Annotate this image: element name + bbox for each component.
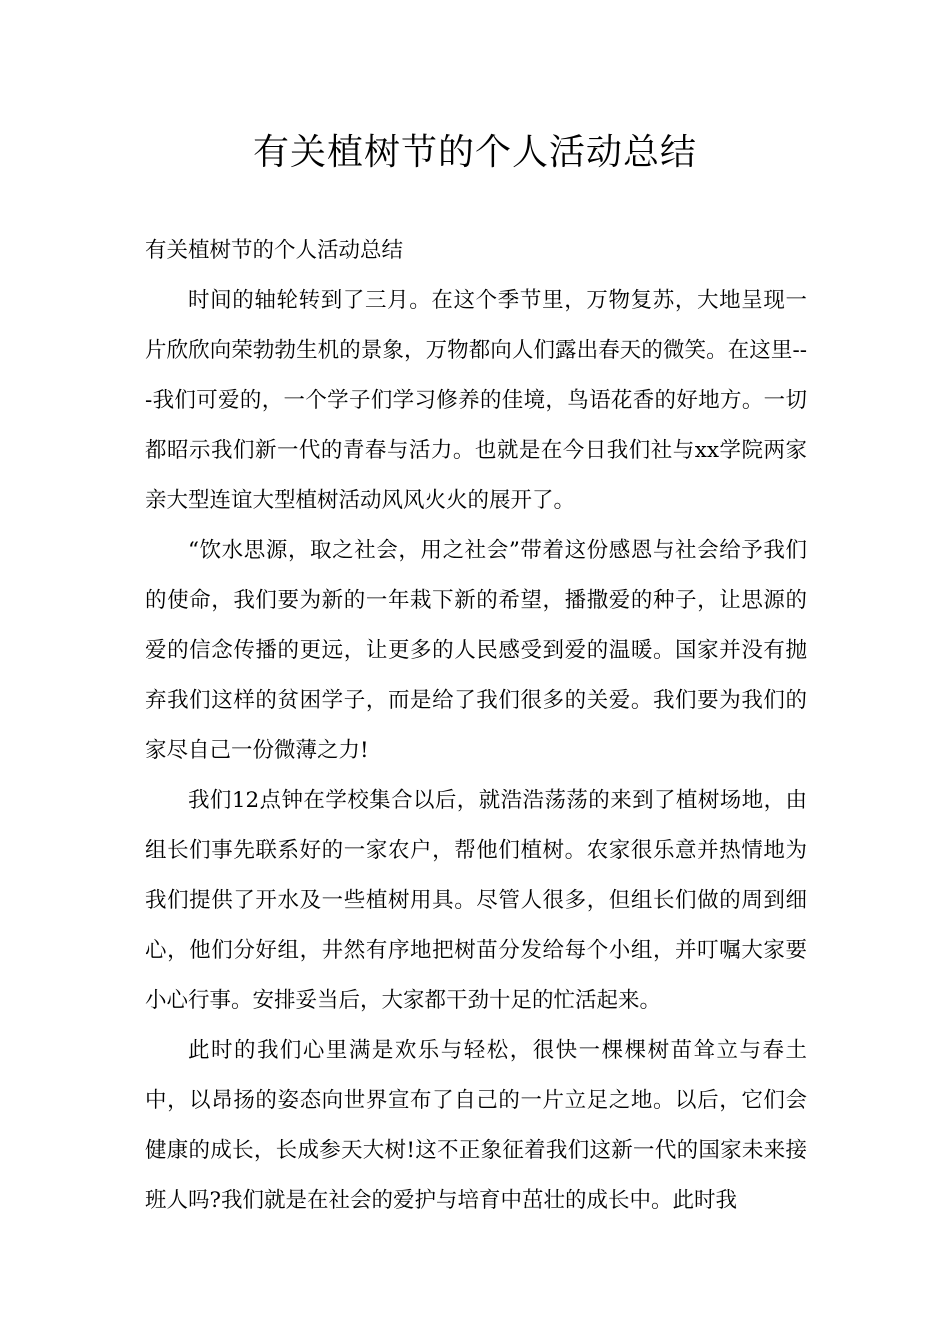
paragraph-4: 此时的我们心里满是欢乐与轻松，很快一棵棵树苗耸立与春土中，以昂扬的姿态向世界宣布了自己的一片立足之地。以后，它们会健康的成长，长成参天大树!这不正象征着我们这新一代的国家未来接班人吗?我们就是在社会的爱护与培育中茁壮的成长中。此时我 — [145, 1038, 807, 1213]
document-subtitle: 有关植树节的个人活动总结 — [145, 238, 404, 263]
paragraph-3: 我们12点钟在学校集合以后，就浩浩荡荡的来到了植树场地，由组长们事先联系好的一家农户，帮他们植树。农家很乐意并热情地为我们提供了开水及一些植树用具。尽管人很多，但组长们做的周到细心，他们分好组，井然有序地把树苗分发给每个小组，并叮嘱大家要小心行事。安排妥当后，大家都干劲十足的忙活起来。 — [145, 788, 807, 1013]
document-body — [145, 226, 807, 1226]
paragraph-2: “饮水思源，取之社会，用之社会”带着这份感恩与社会给予我们的使命，我们要为新的一年栽下新的希望，播撒爱的种子，让思源的爱的信念传播的更远，让更多的人民感受到爱的温暖。国家并没有抛弃我们这样的贫困学子，而是给了我们很多的关爱。我们要为我们的家尽自己一份微薄之力! — [145, 538, 807, 763]
document-title: 有关植树节的个人活动总结 — [252, 132, 697, 173]
paragraph-1: 时间的轴轮转到了三月。在这个季节里，万物复苏，大地呈现一片欣欣向荣勃勃生机的景象，万物都向人们露出春天的微笑。在这里---我们可爱的，一个学子们学习修养的佳境，鸟语花香的好地方。一切都昭示我们新一代的青春与活力。也就是在今日我们社与xx学院两家亲大型连谊大型植树活动风风火火的展开了。 — [145, 288, 807, 513]
